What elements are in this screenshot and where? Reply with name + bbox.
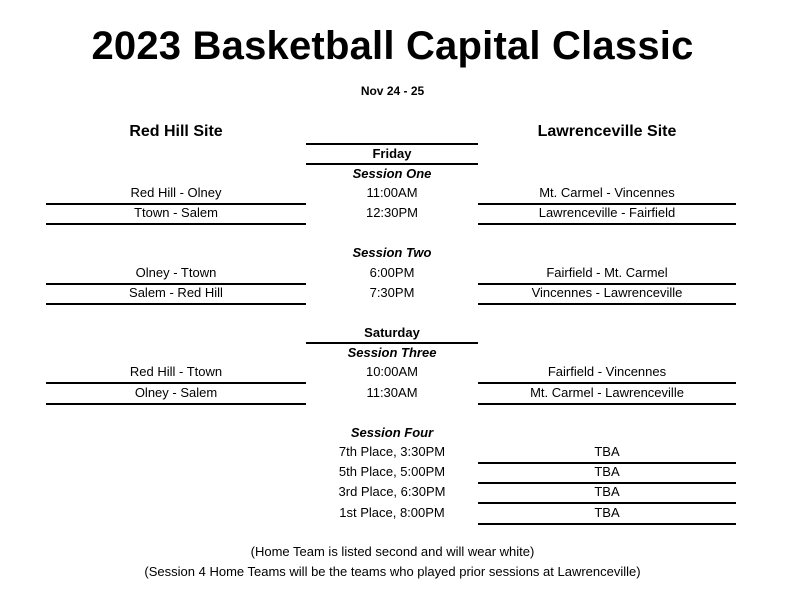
placement-game-time: 1st Place, 8:00PM [339, 505, 445, 520]
game-red-hill-site: Olney - Salem [134, 385, 218, 400]
placement-game-time: 3rd Place, 6:30PM [338, 484, 446, 499]
divider [46, 303, 306, 305]
session-label-three: Session Three [347, 345, 437, 360]
page-title: 2023 Basketball Capital Classic [91, 24, 694, 68]
game-time: 7:30PM [369, 285, 415, 300]
game-time: 12:30PM [365, 205, 419, 220]
game-time: 11:00AM [366, 185, 418, 200]
game-lawrenceville-site: Fairfield - Vincennes [547, 364, 667, 379]
game-red-hill-site: Ttown - Salem [134, 205, 218, 220]
day-label-saturday: Saturday [364, 325, 420, 340]
divider [478, 303, 736, 305]
placement-game-teams: TBA [594, 444, 620, 459]
day-label-friday: Friday [372, 146, 412, 161]
divider [478, 403, 736, 405]
placement-game-teams: TBA [594, 464, 620, 479]
game-red-hill-site: Salem - Red Hill [129, 285, 223, 300]
game-red-hill-site: Red Hill - Olney [130, 185, 222, 200]
divider [46, 223, 306, 225]
placement-game-teams: TBA [594, 484, 620, 499]
session-label-four: Session Four [350, 425, 434, 440]
game-time: 6:00PM [369, 265, 415, 280]
site-heading-red-hill: Red Hill Site [129, 123, 223, 140]
placement-game-teams: TBA [594, 505, 620, 520]
site-heading-lawrenceville: Lawrenceville Site [537, 123, 677, 140]
game-time: 10:00AM [365, 364, 419, 379]
session-label-one: Session One [352, 166, 432, 181]
placement-game-time: 5th Place, 5:00PM [338, 464, 446, 479]
session-label-two: Session Two [352, 245, 432, 260]
game-lawrenceville-site: Mt. Carmel - Vincennes [539, 185, 675, 200]
game-lawrenceville-site: Lawrenceville - Fairfield [538, 205, 676, 220]
footnote-session-four: (Session 4 Home Teams will be the teams who played prior sessions at Lawrenceville) [144, 564, 641, 579]
divider [478, 223, 736, 225]
placement-game-time: 7th Place, 3:30PM [338, 444, 446, 459]
game-lawrenceville-site: Vincennes - Lawrenceville [531, 285, 683, 300]
event-dates: Nov 24 - 25 [360, 84, 425, 98]
game-time: 11:30AM [366, 385, 418, 400]
footnote-home-team: (Home Team is listed second and will wear white) [250, 544, 535, 559]
game-red-hill-site: Olney - Ttown [135, 265, 217, 280]
game-lawrenceville-site: Mt. Carmel - Lawrenceville [530, 385, 684, 400]
game-lawrenceville-site: Fairfield - Mt. Carmel [546, 265, 668, 280]
game-red-hill-site: Red Hill - Ttown [129, 364, 223, 379]
divider [46, 403, 306, 405]
divider [478, 523, 736, 525]
